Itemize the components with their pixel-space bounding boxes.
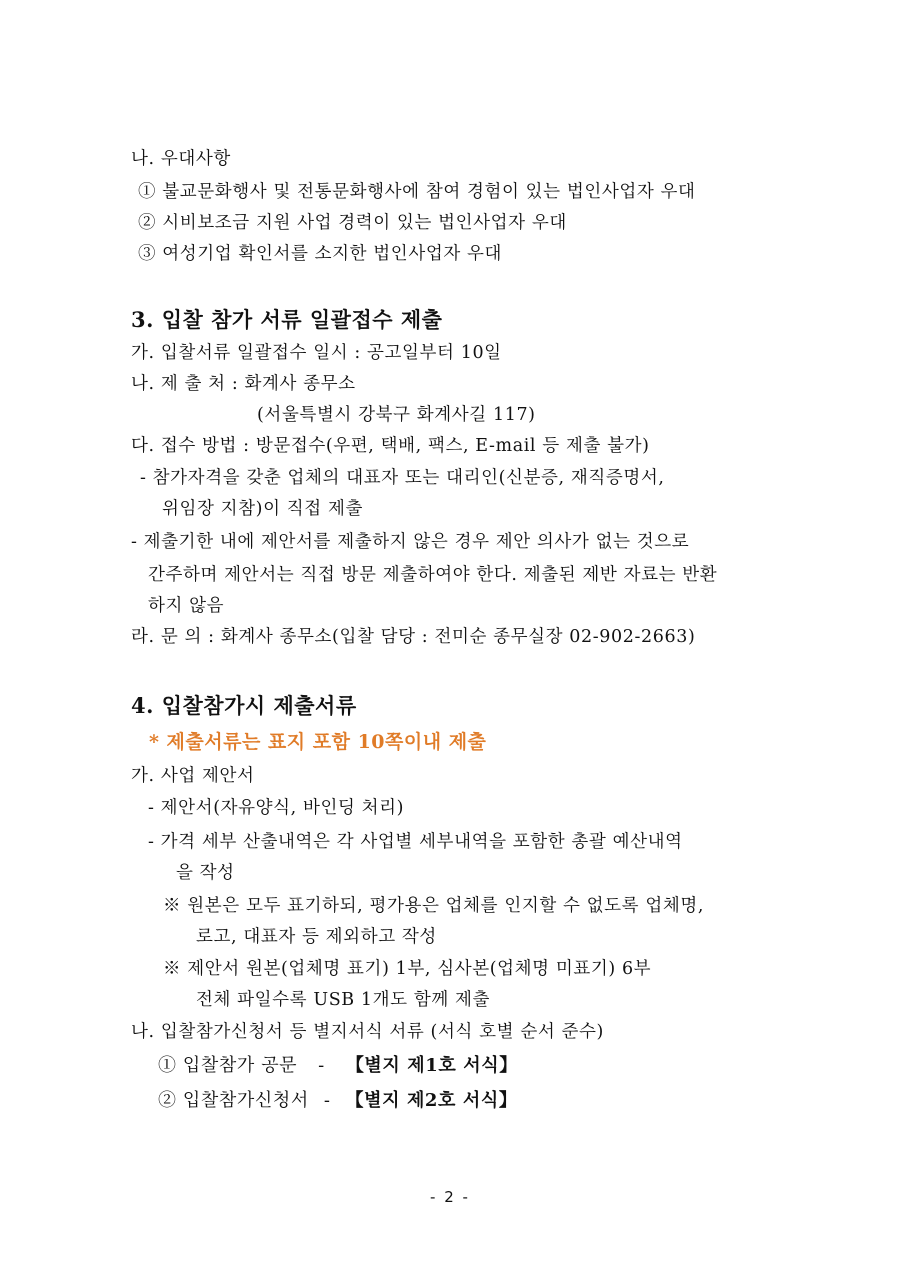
section3-title: 3. 입찰 참가 서류 일괄접수 제출 [131,307,443,332]
form-item-2-ref: 【별지 제2호 서식】 [345,1090,518,1111]
form-item-1-label: ① 입찰참가 공문 [158,1055,298,1076]
section4-ga-ref1-line1: ※ 원본은 모두 표기하되, 평가용은 업체를 인지할 수 없도록 업체명, [163,896,705,916]
page-number: - 2 - [430,1188,470,1206]
section3-da-sub2-line3: 하지 않음 [148,596,225,616]
section4-ga: 가. 사업 제안서 [131,766,255,786]
section4-na: 나. 입찰참가신청서 등 별지서식 서류 (서식 호별 순서 준수) [131,1022,604,1042]
preference-heading: 나. 우대사항 [131,149,231,169]
section3-da-sub1-line1: - 참가자격을 갖춘 업체의 대표자 또는 대리인(신분증, 재직증명서, [140,468,665,488]
preference-item-2: ② 시비보조금 지원 사업 경력이 있는 법인사업자 우대 [138,213,567,233]
form-item-2-dash: - [323,1090,331,1111]
form-item-1-ref: 【별지 제1호 서식】 [345,1055,518,1076]
section3-na-address: (서울특별시 강북구 화계사길 117) [257,405,536,425]
preference-item-3: ③ 여성기업 확인서를 소지한 법인사업자 우대 [138,244,503,264]
section4-ga-ref2-line2: 전체 파일수록 USB 1개도 함께 제출 [196,990,491,1010]
section3-da-sub2-line1: - 제출기한 내에 제안서를 제출하지 않은 경우 제안 의사가 없는 것으로 [131,532,690,552]
form-item-2 [158,1087,518,1115]
section4-note: * 제출서류는 표지 포함 10쪽이내 제출 [149,731,487,753]
section3-da-sub2-line2: 간주하며 제안서는 직접 방문 제출하여야 한다. 제출된 제반 자료는 반환 [148,565,718,585]
section4-ga-ref1-line2: 로고, 대표자 등 제외하고 작성 [196,927,437,947]
section3-da: 다. 접수 방법 : 방문접수(우편, 택배, 팩스, E-mail 등 제출 불가) [131,436,650,456]
section4-ga-sub2-line1: - 가격 세부 산출내역은 각 사업별 세부내역을 포함한 총괄 예산내역 [148,832,683,852]
form-item-1-dash: - [318,1055,325,1076]
preference-item-1: ① 불교문화행사 및 전통문화행사에 참여 경험이 있는 법인사업자 우대 [138,182,696,202]
section4-title: 4. 입찰참가시 제출서류 [131,693,357,718]
section4-ga-ref2-line1: ※ 제안서 원본(업체명 표기) 1부, 심사본(업체명 미표기) 6부 [163,959,652,979]
form-item-2-label: ② 입찰참가신청서 [158,1090,309,1111]
form-item-1 [158,1052,518,1080]
section3-ga: 가. 입찰서류 일괄접수 일시 : 공고일부터 10일 [131,343,502,363]
section3-na: 나. 제 출 처 : 화계사 종무소 [131,374,356,394]
section3-da-sub1-line2: 위임장 지참)이 직접 제출 [162,499,363,519]
section3-ra: 라. 문 의 : 화계사 종무소(입찰 담당 : 전미순 종무실장 02-902-2663) [131,627,696,647]
section4-ga-sub1: - 제안서(자유양식, 바인딩 처리) [148,798,405,818]
section4-ga-sub2-line2: 을 작성 [176,863,235,883]
